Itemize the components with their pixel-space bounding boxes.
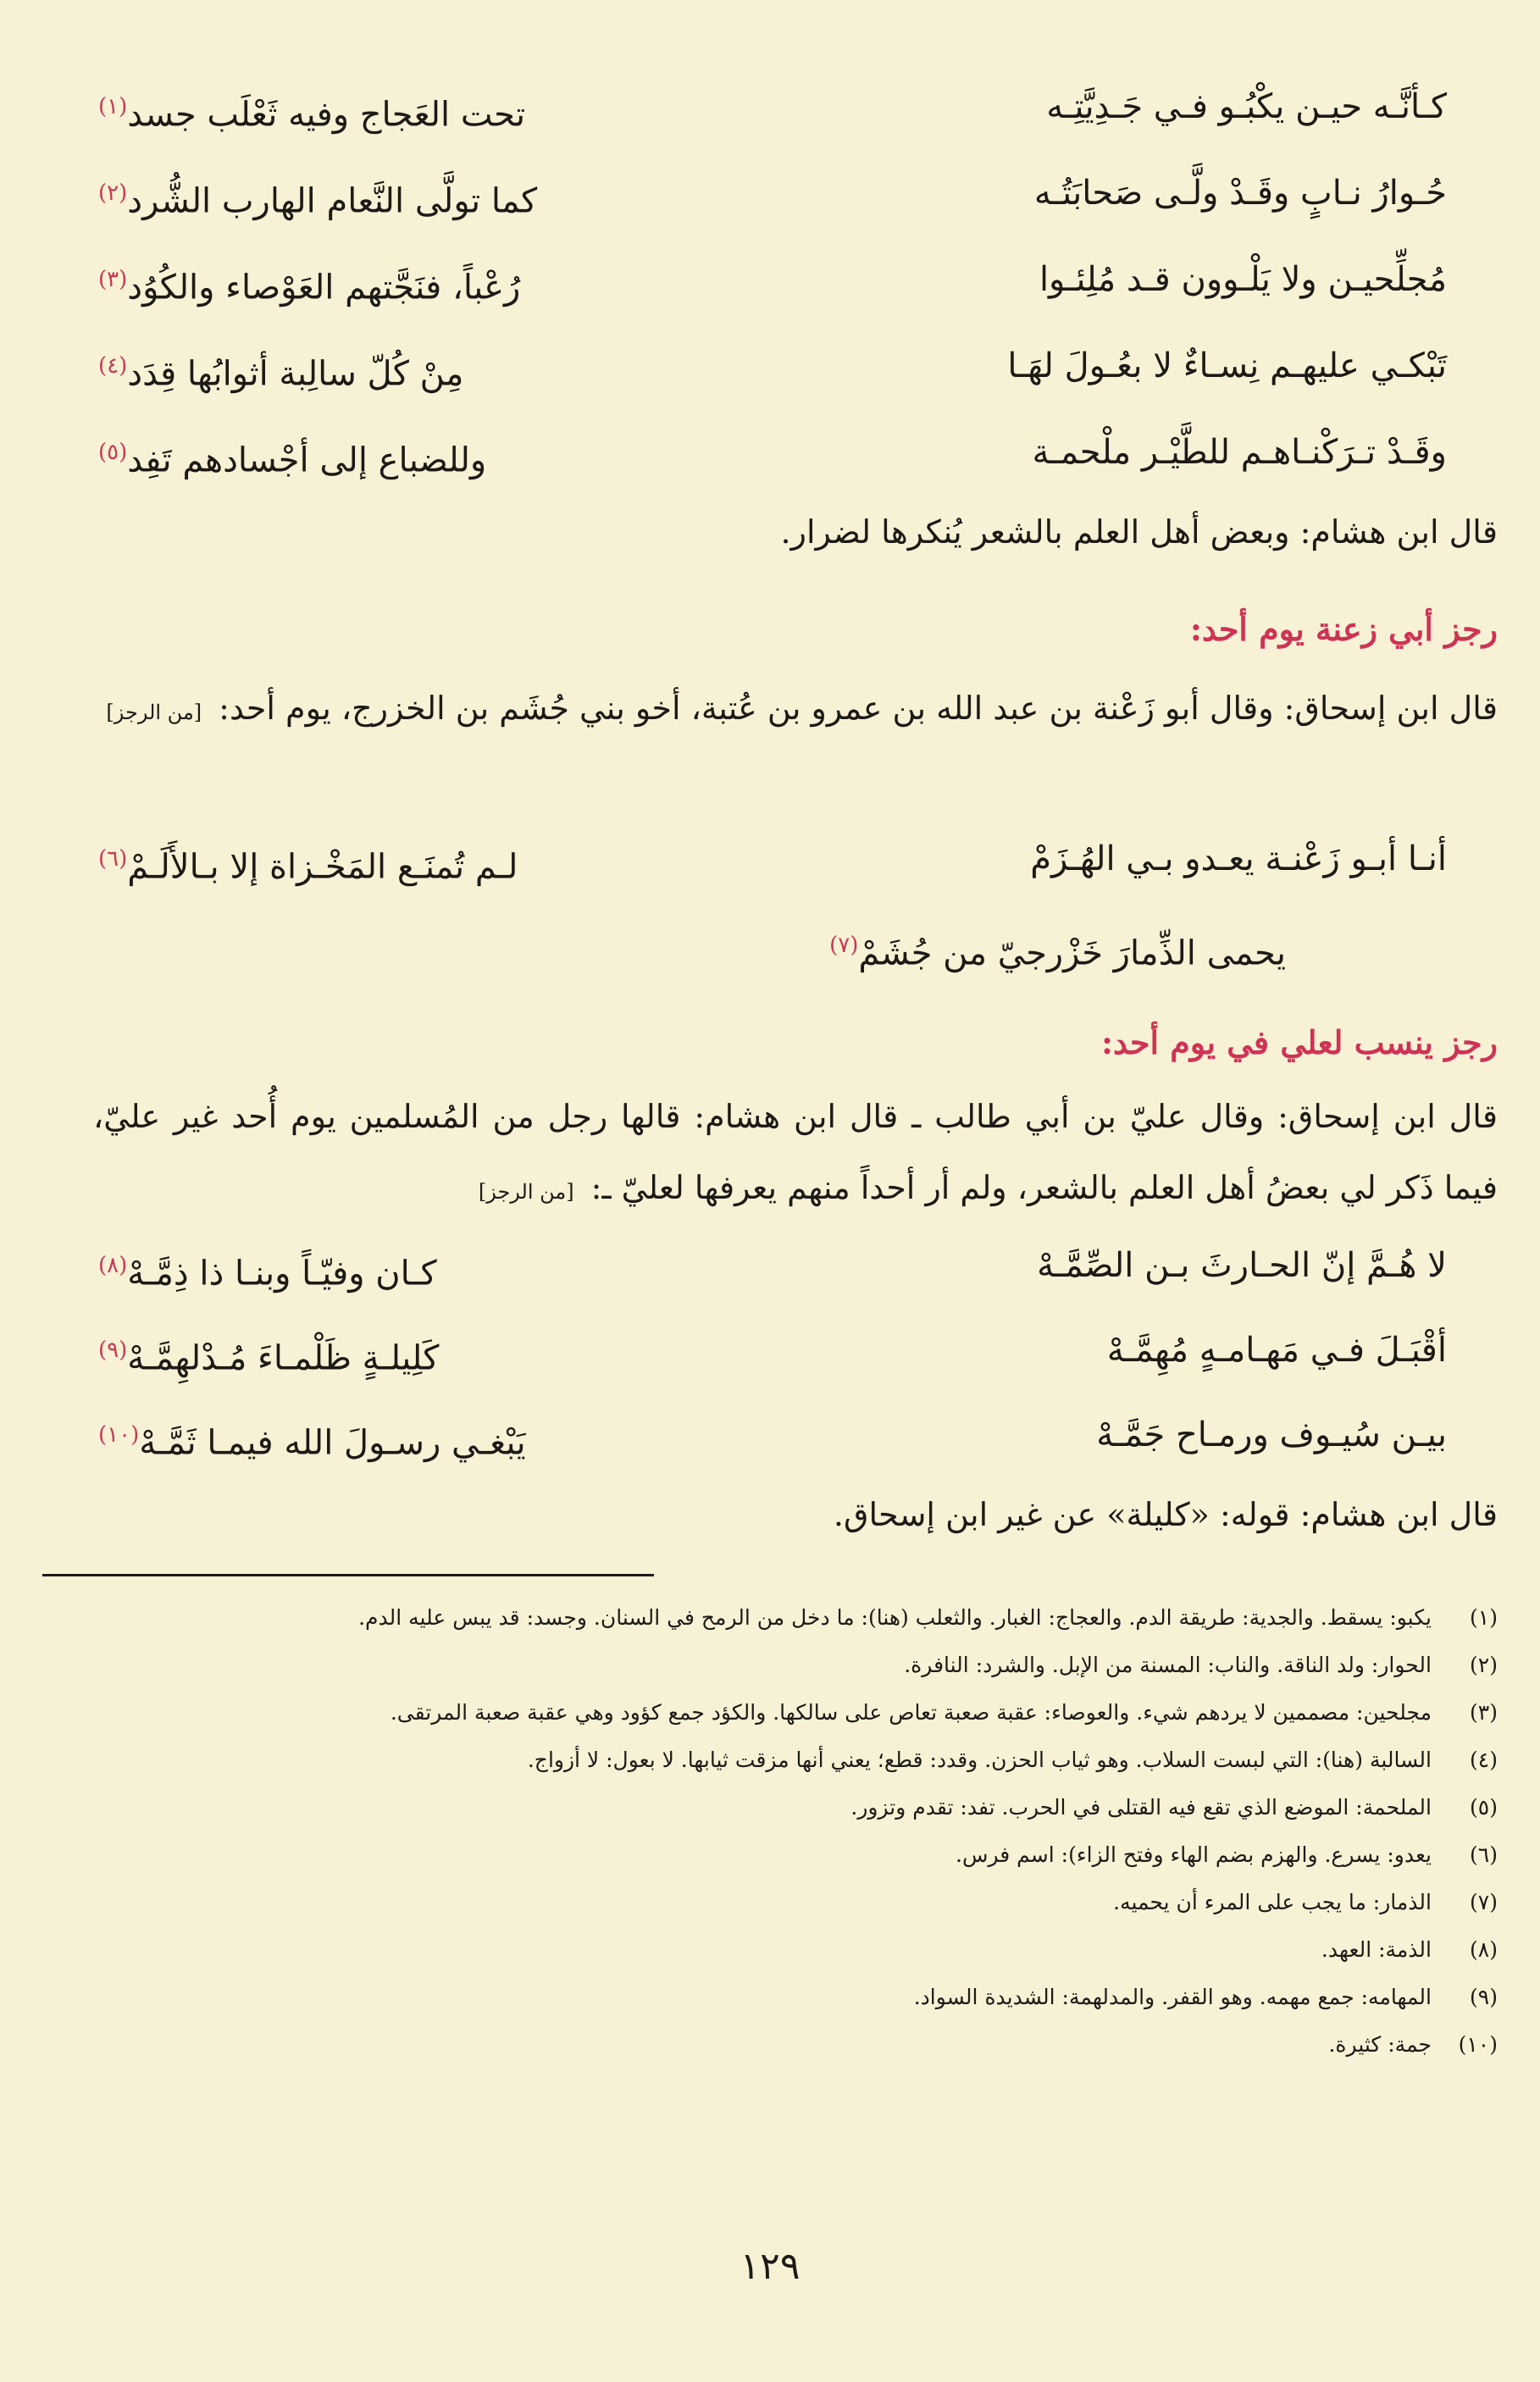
footnote-text: المهامه: جمع مهمه. وهو القفر. والمدلهمة: الشديدة السواد. (913, 1985, 1432, 2009)
verse-line (93, 1233, 1447, 1298)
editor-note: قال ابن هشام: قوله: «كليلة» عن غير ابن إسحاق. (833, 1496, 1498, 1533)
footnote-number: (٢) (1470, 1653, 1498, 1677)
footnote-marker: (٢) (98, 180, 128, 206)
footnote-marker: (٤) (98, 353, 128, 379)
verse-second-hemistich (93, 1403, 771, 1475)
footnote-marker: (٨) (98, 1253, 128, 1278)
footnote (42, 1689, 1498, 1737)
verse-line (93, 247, 1447, 312)
verse-line (93, 161, 1447, 225)
footnote-marker: (٧) (829, 933, 859, 958)
footnote-number: (٦) (1470, 1842, 1498, 1867)
narrative-paragraph (93, 673, 1498, 748)
verse-second-text: يَبْغـي رسـولَ الله فيمـا ثَمَّـهْ (139, 1423, 526, 1463)
footnote-marker: (٥) (98, 440, 128, 465)
verse-second-text: كما تولَّى النَّعام الهارب الشُّرد (127, 181, 538, 221)
verse-second-hemistich (93, 334, 771, 406)
verse-line (93, 420, 1447, 485)
footnote (42, 1926, 1498, 1974)
footnote-number: (٩) (1470, 1985, 1498, 2009)
verse-line (93, 75, 1447, 139)
footnote-text: جمة: كثيرة. (1328, 2032, 1432, 2057)
verse-second-hemistich (93, 161, 771, 233)
footnote-number: (٨) (1470, 1937, 1498, 1962)
footnote-text: الملحمة: الموضع الذي تقع فيه القتلى في الحرب. تفد: تقدم وتزور. (850, 1795, 1432, 1820)
verse-line (93, 827, 1447, 891)
editor-note: قال ابن هشام: وبعض أهل العلم بالشعر يُنكرها لضرار. (780, 513, 1498, 551)
verse-first-hemistich: وقَـدْ تـرَكْنـاهـم للطَّيْـر ملْحمـة (1032, 433, 1447, 472)
footnote (42, 1594, 1498, 1642)
footnote-text: الذمار: ما يجب على المرء أن يحميه. (1113, 1890, 1432, 1914)
footnote-number: (٥) (1470, 1795, 1498, 1820)
footnote-text: يعدو: يسرع. والهزم بضم الهاء وفتح الزاء): اسم فرس. (956, 1842, 1432, 1867)
verse-line-single (93, 913, 1447, 978)
verse-first-hemistich: بيـن سُيـوف ورمـاح جَمَّـهْ (1096, 1415, 1447, 1454)
footnote (42, 1784, 1498, 1831)
verse-second-hemistich (93, 247, 771, 319)
section-heading: رجز ينسب لعلي في يوم أحد: (1101, 1023, 1498, 1061)
verse-first-hemistich: تَبْكـي عليهـم نِسـاءٌ لا بعُـولَ لهَـا (1007, 346, 1447, 385)
verse-second-text: لـم تُمنَـع المَخْـزاة إلا بـالأَلَـمْ (127, 847, 518, 887)
verse-first-hemistich: مُجلِّحيـن ولا يَلْـوون قـد مُلِئـوا (1039, 260, 1447, 299)
verse-second-text: كـان وفيّـاً وبنـا ذا ذِمَّـهْ (127, 1254, 437, 1293)
footnote (42, 1831, 1498, 1879)
footnote-text: الذمة: العهد. (1321, 1937, 1432, 1962)
verse-single-text: يحمى الذِّمارَ خَزْرجيّ من جُشَمْ (858, 933, 1286, 973)
verse-first-hemistich: أقْبَـلَ فـي مَهـامـهٍ مُهِمَّـهْ (1106, 1331, 1447, 1370)
section-heading: رجز أبي زعنة يوم أحد: (1189, 610, 1498, 648)
verse-first-hemistich: لا هُـمَّ إنّ الحـارثَ بـن الصِّمَّـهْ (1037, 1246, 1447, 1285)
footnotes (42, 1594, 1498, 2069)
footnote-marker: (٣) (98, 267, 128, 292)
footnote-number: (١) (1470, 1605, 1498, 1630)
narrative-text: قال ابن إسحاق: وقال عليّ بن أبي طالب ـ قال ابن هشام: قالها رجل من المُسلمين يوم أُحد غير عليّ، فيما ذَكر لي بعضُ أهل العلم بالشعر، ولم أر أحداً منهم يعرفها لعليّ ـ: (93, 1098, 1498, 1206)
footnote (42, 2021, 1498, 2069)
page-number: ١٢٩ (740, 2245, 800, 2288)
footnote-marker: (٦) (98, 846, 128, 872)
verse-second-text: رُعْباً، فنَجَّتهم العَوْصاء والكُوُد (127, 268, 521, 307)
verse-line (93, 1318, 1447, 1382)
verse-first-hemistich: حُـوارُ نـابٍ وقَـدْ ولَّـى صَحابَتُـه (1033, 174, 1447, 213)
footnote-marker: (٩) (98, 1338, 128, 1363)
narrative-paragraph (93, 1081, 1498, 1227)
footnote-number: (٤) (1470, 1748, 1498, 1772)
footnote-text: الحوار: ولد الناقة. والناب: المسنة من الإبل. والشرد: النافرة. (904, 1653, 1432, 1677)
footnote-text: السالبة (هنا): التي لبست السلاب. وهو ثياب الحزن. وقدد: قطع؛ يعني أنها مزقت ثيابها. لا بعول: لا أزواج. (527, 1748, 1432, 1772)
verse-second-hemistich (93, 1318, 771, 1390)
footnote-text: مجلحين: مصممين لا يردهم شيء. والعوصاء: عقبة صعبة تعاص على سالكها. والكؤد جمع كؤود وهي عقبة صعبة المرتقى. (390, 1700, 1432, 1725)
verse-first-hemistich: كـأنَّـه حيـن يكْبُـو فـي جَـدِيَّتِـه (1046, 87, 1447, 126)
verse-line (93, 1403, 1447, 1467)
footnote-marker: (١) (98, 94, 128, 119)
footnote (42, 1974, 1498, 2021)
footnote-divider (42, 1574, 654, 1576)
footnote (42, 1642, 1498, 1689)
footnote (42, 1737, 1498, 1784)
verse-second-hemistich (93, 420, 771, 492)
verse-second-hemistich (93, 1233, 771, 1305)
footnote-marker: (١٠) (98, 1422, 140, 1448)
footnote-number: (٧) (1470, 1890, 1498, 1914)
narrative-text: قال ابن إسحاق: وقال أبو زَعْنة بن عبد الله بن عمرو بن عُتبة، أخو بني جُشَم بن الخزرج، يوم أحد: (219, 690, 1498, 727)
footnote-text: يكبو: يسقط. والجدية: طريقة الدم. والعجاج: الغبار. والثعلب (هنا): ما دخل من الرمح في السنان. وجسد: قد يبس عليه الدم. (358, 1605, 1432, 1630)
verse-second-text: كَلِيلـةٍ ظَلْمـاءَ مُـدْلهِمَّـهْ (127, 1338, 440, 1378)
verse-second-text: تحت العَجاج وفيه ثَعْلَب جسد (127, 95, 526, 135)
verse-single-hemistich (824, 913, 1286, 985)
verse-second-text: وللضباع إلى أجْسادهم تَفِد (127, 440, 487, 480)
verse-second-text: مِنْ كُلّ سالِبة أثوابُها قِدَد (127, 354, 464, 394)
verse-second-hemistich (93, 827, 771, 899)
meter-label: [من الرجز] (106, 701, 202, 724)
meter-label: [من الرجز] (478, 1180, 574, 1204)
verse-first-hemistich: أنـا أبـو زَعْنـة يعـدو بـي الهُـزَمْ (1030, 839, 1447, 878)
verse-line (93, 334, 1447, 398)
verse-second-hemistich (93, 75, 771, 147)
footnote-number: (١٠) (1458, 2032, 1498, 2057)
footnote-number: (٣) (1470, 1700, 1498, 1725)
footnote (42, 1879, 1498, 1926)
